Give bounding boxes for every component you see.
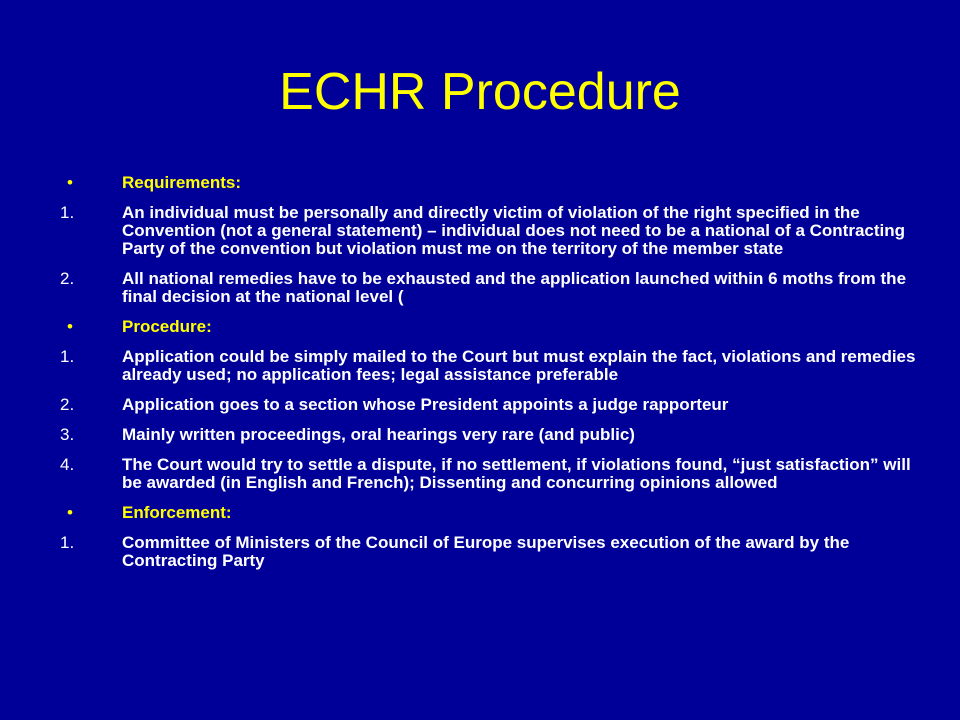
list-item-text: The Court would try to settle a dispute, if no settlement, if violations found, “just satisfaction” will be awarded (in English and French); Dissenting and concurring opinions allowed [122, 455, 911, 492]
list-item-text: Committee of Ministers of the Council of Europe supervises execution of the award by the Contracting Party [122, 533, 850, 570]
list-item [60, 348, 920, 384]
slide-title: ECHR Procedure [279, 63, 681, 121]
bullet-marker: • [67, 317, 73, 336]
list-item-text: All national remedies have to be exhausted and the application launched within 6 moths from the final decision at the national level ( [122, 269, 907, 306]
list-number: 1. [60, 347, 75, 366]
list-number: 1. [60, 203, 75, 222]
section-heading-enforcement [60, 504, 920, 522]
slide-content [60, 174, 920, 582]
list-number: 3. [60, 425, 75, 444]
section-heading-text: Requirements: [122, 173, 242, 192]
list-item-text: Mainly written proceedings, oral hearings very rare (and public) [122, 425, 635, 444]
list-number: 1. [60, 533, 75, 552]
list-item [60, 396, 920, 414]
bullet-marker: • [67, 173, 73, 192]
section-heading-requirements [60, 174, 920, 192]
list-number: 4. [60, 455, 75, 474]
list-number: 2. [60, 395, 75, 414]
list-item [60, 204, 920, 258]
section-heading-text: Procedure: [122, 317, 212, 336]
list-item-text: Application goes to a section whose President appoints a judge rapporteur [122, 395, 729, 414]
bullet-marker: • [67, 503, 73, 522]
section-heading-procedure [60, 318, 920, 336]
list-item [60, 456, 920, 492]
list-item-text: An individual must be personally and directly victim of violation of the right specified in the Convention (not a general statement) – individual does not need to be a national of a Contracting Party of the convention but violation must me on the territory of the member state [122, 203, 906, 258]
section-heading-text: Enforcement: [122, 503, 232, 522]
list-item [60, 426, 920, 444]
list-item [60, 270, 920, 306]
list-item-text: Application could be simply mailed to the Court but must explain the fact, violations and remedies already used; no application fees; legal assistance preferable [122, 347, 916, 384]
list-number: 2. [60, 269, 75, 288]
list-item [60, 534, 920, 570]
